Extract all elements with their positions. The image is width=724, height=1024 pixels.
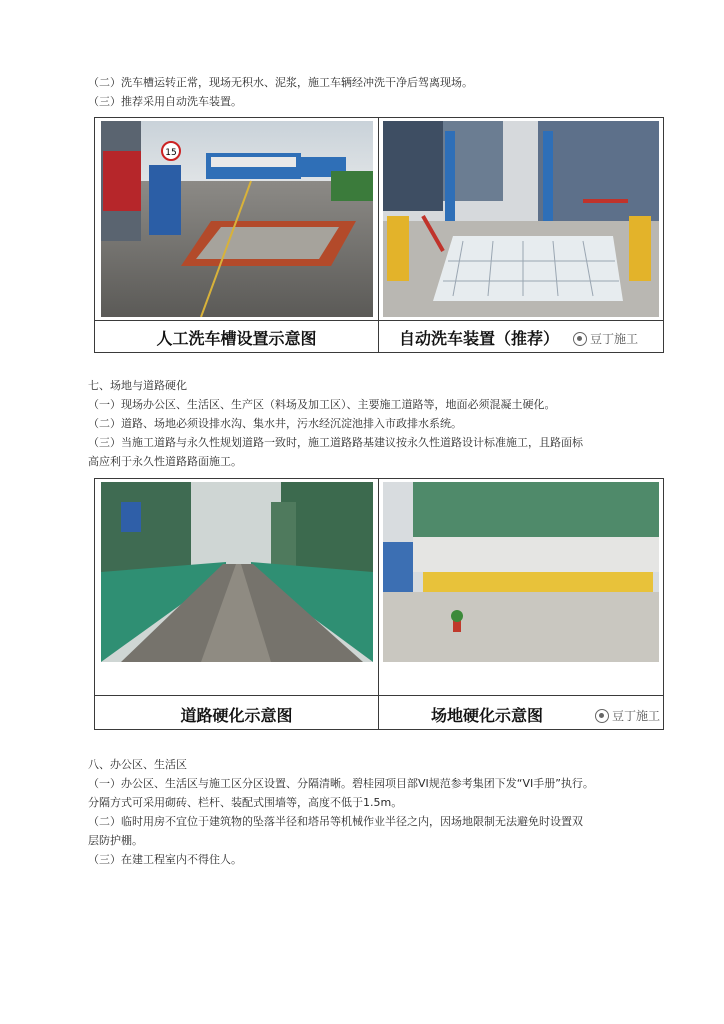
paragraph-line: 分隔方式可采用砌砖、栏杆、装配式围墙等，高度不低于1.5m。 <box>88 796 403 809</box>
photo-site-hardening <box>383 482 659 662</box>
watermark-text: 豆丁施工 <box>612 709 661 723</box>
photo-auto-washer <box>383 121 659 317</box>
paragraph-line: （一）办公区、生活区与施工区分区设置、分隔清晰。碧桂园项目部VI规范参考集团下发“VI手册”执行。 <box>88 777 594 790</box>
paragraph-line: 层防护棚。 <box>88 834 143 847</box>
paragraph-line: 高应利于永久性道路路面施工。 <box>88 455 242 468</box>
caption-divider <box>95 695 663 696</box>
paragraph-line: （二）临时用房不宜位于建筑物的坠落半径和塔吊等机械作业半径之内，因场地限制无法避免时设置双 <box>88 815 583 828</box>
photo-manual-wash-trough <box>101 121 373 317</box>
photo-road-hardening <box>101 482 373 662</box>
figure-caption-right: 场地硬化示意图 <box>430 706 543 725</box>
figure-wash-trough <box>94 117 664 353</box>
figure-hardening <box>94 478 664 730</box>
watermark-icon <box>595 709 609 723</box>
paragraph-line: （二）洗车槽运转正常，现场无积水、泥浆，施工车辆经冲洗干净后驾离现场。 <box>88 76 473 89</box>
caption-divider <box>95 320 663 321</box>
figure-caption-left: 人工洗车槽设置示意图 <box>156 329 317 348</box>
paragraph-line: （二）道路、场地必须设排水沟、集水井，污水经沉淀池排入市政排水系统。 <box>88 417 462 430</box>
paragraph-line: （三）当施工道路与永久性规划道路一致时，施工道路路基建议按永久性道路设计标准施工，且路面标 <box>88 436 583 449</box>
figure-caption-left: 道路硬化示意图 <box>180 706 293 725</box>
paragraph-line: （三）在建工程室内不得住人。 <box>88 853 242 866</box>
watermark <box>595 707 660 724</box>
section-heading: 七、场地与道路硬化 <box>88 379 187 392</box>
paragraph-line: （一）现场办公区、生活区、生产区（料场及加工区）、主要施工道路等，地面必须混凝土硬化。 <box>88 398 556 411</box>
figure-caption-right: 自动洗车装置（推荐） <box>398 329 559 348</box>
speed-limit-sign: 15 <box>165 148 177 158</box>
paragraph-line: （三）推荐采用自动洗车装置。 <box>88 95 242 108</box>
watermark-text: 豆丁施工 <box>590 332 639 346</box>
watermark <box>573 330 638 347</box>
watermark-icon <box>573 332 587 346</box>
section-heading: 八、办公区、生活区 <box>88 758 187 771</box>
figure-divider <box>378 479 379 729</box>
figure-divider <box>378 118 379 352</box>
